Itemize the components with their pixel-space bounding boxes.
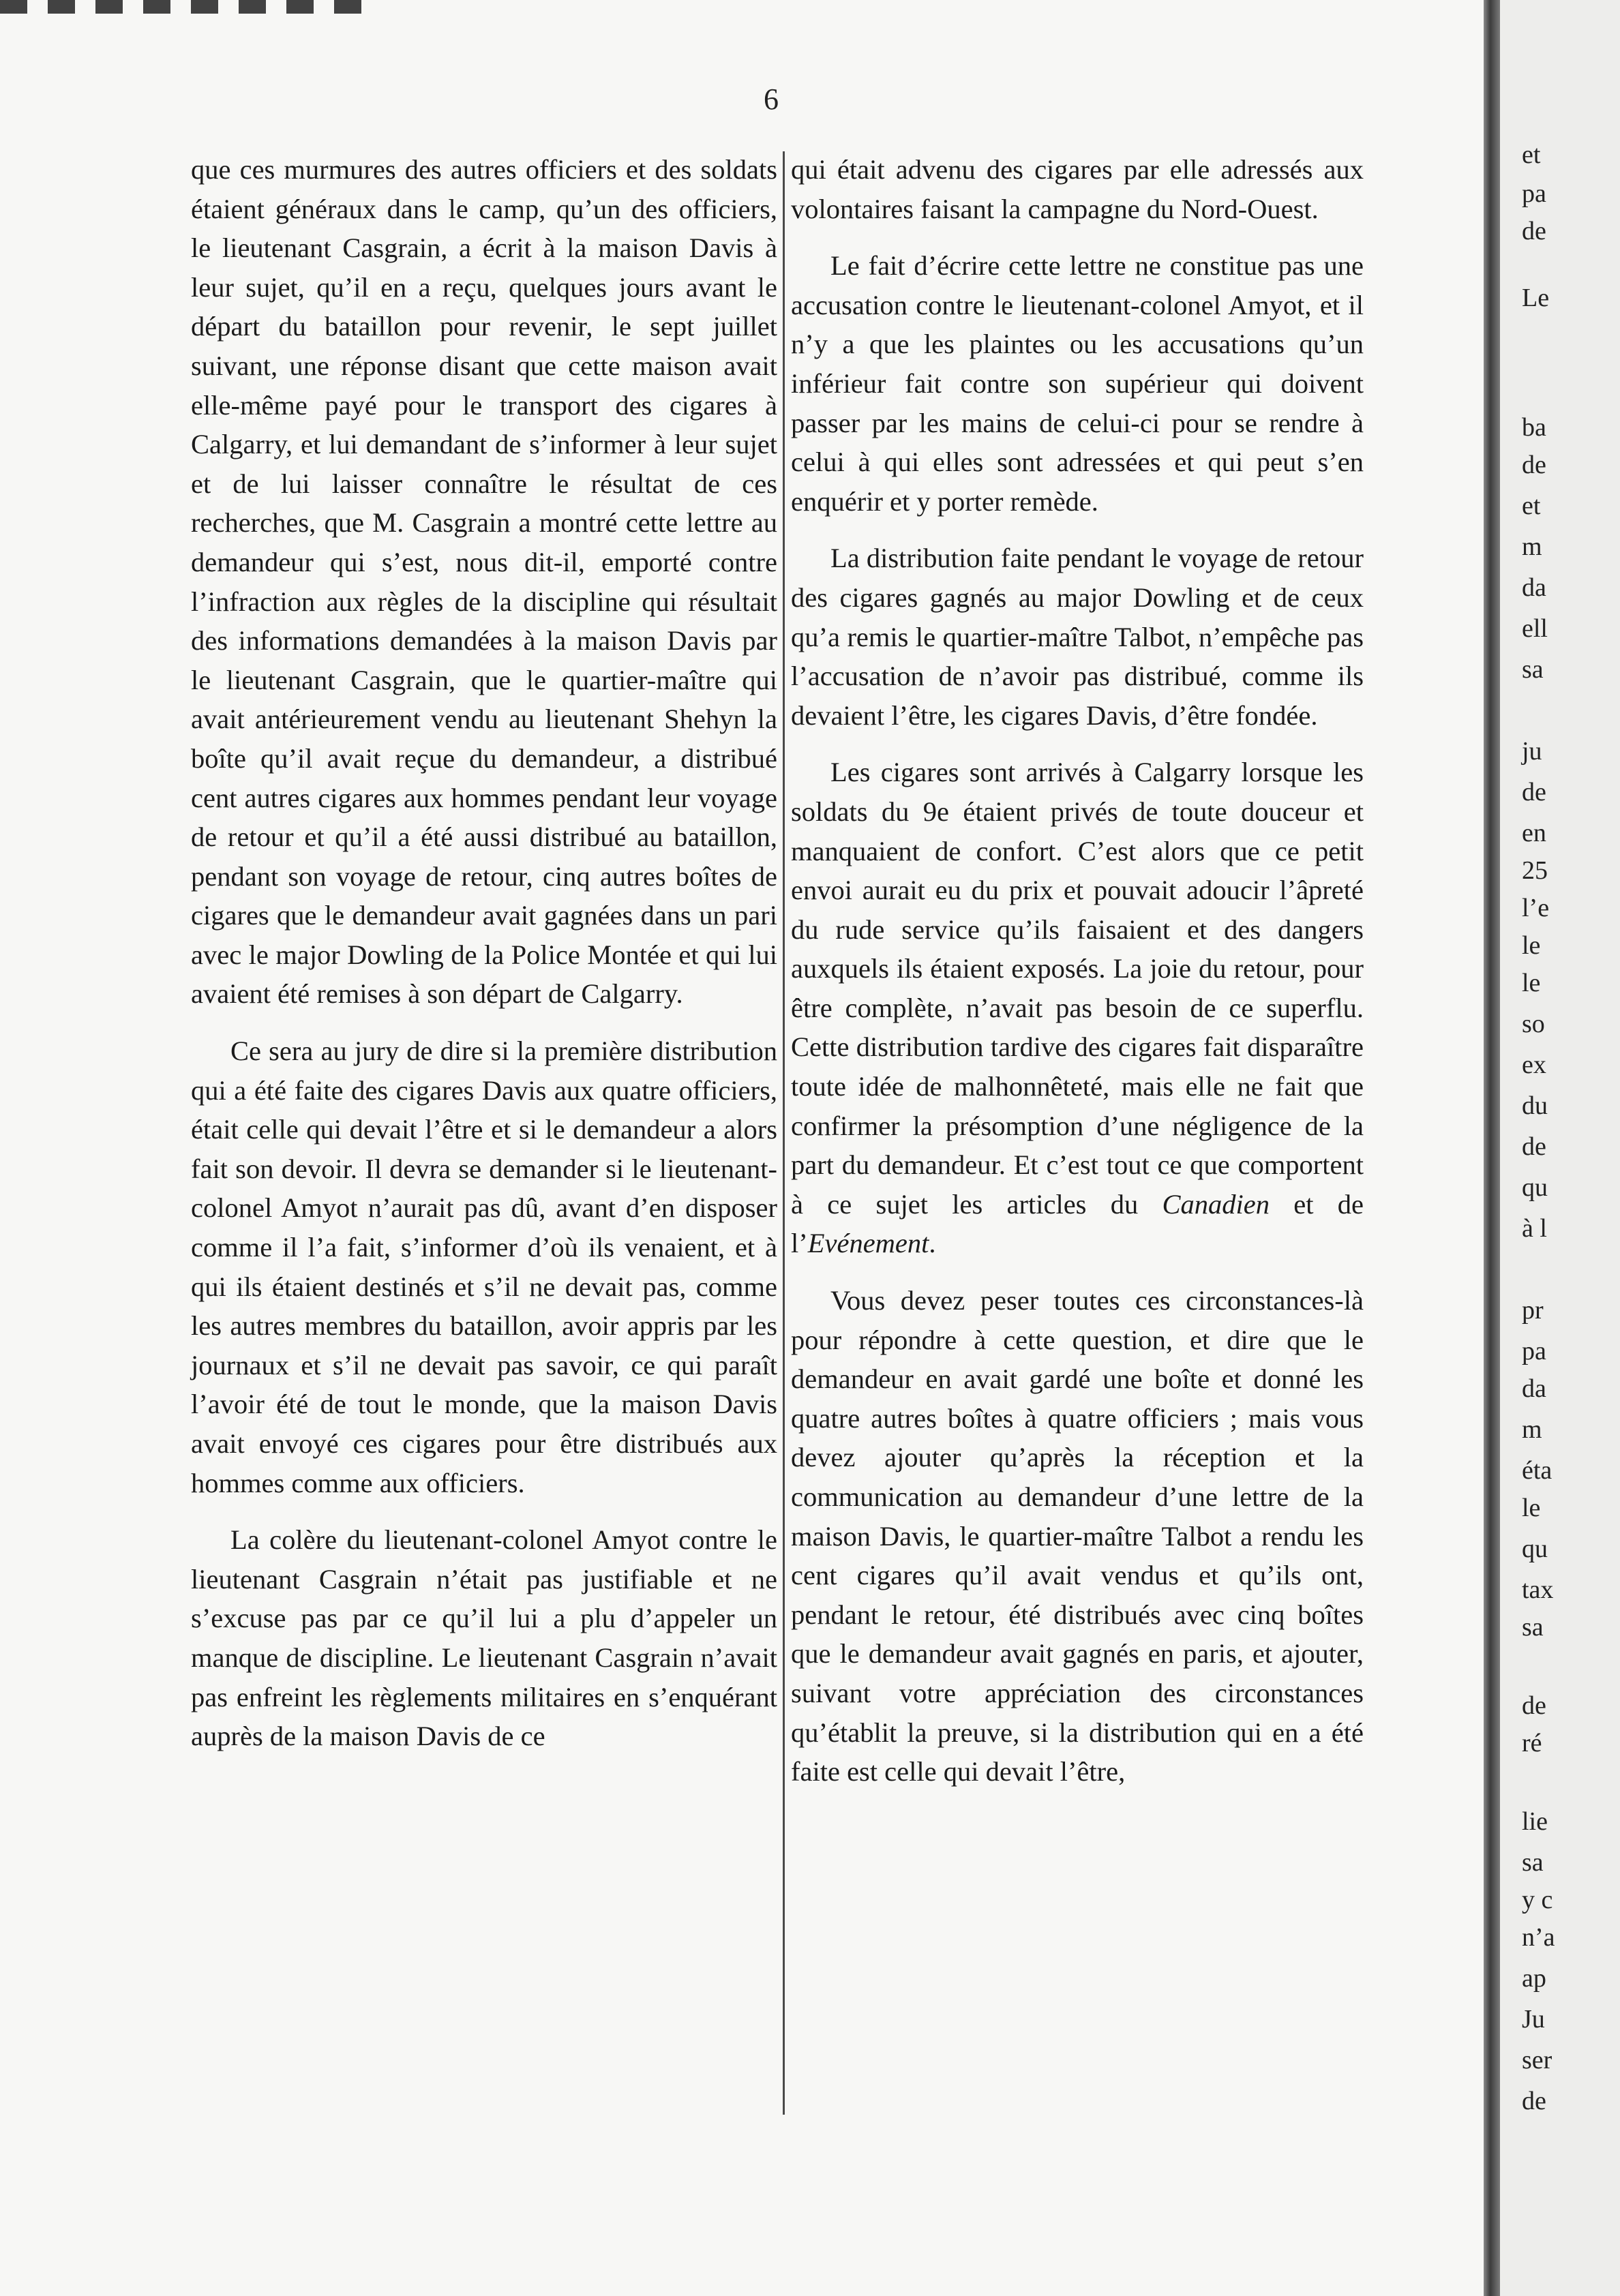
next-page-fragment-text: le <box>1522 969 1541 997</box>
next-page-fragment-text: sa <box>1522 1613 1544 1642</box>
right-paragraph-2: Le fait d’écrire cette lettre ne constitue pas une accusation contre le lieutenant-colonel Amyot, et il n’y a que les plaintes ou les accusations qu’un inférieur fait contre son supérieur qui doivent passer par les mains de celui-ci pour se rendre à celui à qui elles sont adressées et qui peut s’en enquérir et y porter remède. <box>791 250 1364 517</box>
right-text-column <box>791 150 1364 1792</box>
next-page-fragment-text: l’e <box>1522 894 1550 922</box>
next-page-fragment-text: ex <box>1522 1051 1546 1079</box>
next-page-fragment-text: de <box>1522 217 1546 245</box>
next-page-fragment-text: ap <box>1522 1964 1546 1993</box>
next-page-fragment-text: qu <box>1522 1173 1548 1202</box>
next-page-fragment-text: m <box>1522 532 1542 561</box>
next-page-fragment-text: à l <box>1522 1214 1547 1243</box>
next-page-fragment <box>1500 0 1620 2296</box>
left-text-column <box>191 150 777 1756</box>
next-page-fragment-text: du <box>1522 1091 1548 1120</box>
next-page-fragment-text: Le <box>1522 284 1550 312</box>
next-page-fragment-text: de <box>1522 778 1546 806</box>
next-page-fragment-text: n’a <box>1522 1923 1555 1952</box>
right-paragraph-4 <box>791 753 1364 1263</box>
next-page-fragment-text: 25 <box>1522 856 1548 885</box>
next-page-fragment-text: qu <box>1522 1535 1548 1563</box>
next-page-fragment-text: ser <box>1522 2046 1552 2074</box>
right-paragraph-4-end: . <box>929 1228 936 1259</box>
next-page-fragment-text: de <box>1522 1691 1546 1720</box>
next-page-fragment-text: ell <box>1522 614 1548 643</box>
next-page-fragment-text: lie <box>1522 1807 1548 1836</box>
newspaper-title-evenement: Evénement <box>807 1228 929 1259</box>
next-page-fragment-text: éta <box>1522 1456 1552 1485</box>
next-page-fragment-text: ju <box>1522 737 1542 766</box>
page-gutter-shadow <box>1484 0 1500 2296</box>
left-paragraph-1: que ces murmures des autres officiers et des soldats étaient généraux dans le camp, qu’un des officiers, le lieutenant Casgrain, a écrit à la maison Davis à leur sujet, qu’il en a reçu, quelques jours avant le départ du bataillon pour revenir, le sept juillet suivant, une réponse disant que cette maison avait elle-même payé pour le transport des cigares à Calgarry, et lui demandant de s’informer à leur sujet et de lui laisser connaître le résultat de ces recherches, que M. Casgrain a montré cette lettre au demandeur qui s’est, nous dit-il, emporté contre l’infraction aux règles de la discipline qui résultait des informations demandées à la maison Davis par le lieutenant Casgrain, que le quartier-maître qui avait antérieurement vendu au lieutenant Shehyn la boîte qu’il avait reçue du demandeur, a distribué cent autres cigares aux hommes pendant leur voyage de retour et qu’il a été aussi distribué au bataillon, pendant son voyage de retour, cinq autres boîtes de cigares que le demandeur avait gagnées dans un pari avec le major Dowling de la Police Montée et qui lui avaient été remises à son départ de Calgarry. <box>191 154 777 1010</box>
next-page-fragment-text: pr <box>1522 1296 1544 1325</box>
next-page-fragment-text: de <box>1522 2087 1546 2115</box>
next-page-fragment-text: pa <box>1522 179 1546 208</box>
next-page-fragment-text: et <box>1522 140 1541 169</box>
next-page-fragment-text: so <box>1522 1010 1545 1038</box>
next-page-fragment-text: le <box>1522 931 1541 960</box>
right-paragraph-1: qui était advenu des cigares par elle adressés aux volontaires faisant la campagne du Nord-Ouest. <box>791 154 1364 224</box>
next-page-fragment-text: Ju <box>1522 2005 1545 2034</box>
next-page-fragment-text: y c <box>1522 1886 1553 1914</box>
next-page-fragment-text: ba <box>1522 413 1546 442</box>
column-divider <box>783 151 785 2115</box>
next-page-fragment-text: et <box>1522 492 1541 520</box>
left-paragraph-2: Ce sera au jury de dire si la première distribution qui a été faite des cigares Davis aux quatre officiers, était celle qui devait l’être et si le demandeur a alors fait son devoir. Il devra se demander si le lieutenant-colonel Amyot n’aurait pas dû, avant d’en disposer comme il l’a fait, s’informer d’où ils venaient, et à qui ils étaient destinés et s’il ne devait pas, comme les autres membres du bataillon, avoir appris par les journaux et s’il ne devait pas savoir, ce qui paraît l’avoir été de tout le monde, que la maison Davis avait envoyé ces cigares pour être distribués aux hommes comme aux officiers. <box>191 1036 777 1498</box>
next-page-fragment-text: m <box>1522 1415 1542 1444</box>
right-paragraph-3: La distribution faite pendant le voyage de retour des cigares gagnés au major Dowling et de ceux qu’a remis le quartier-maître Talbot, n’empêche pas l’accusation de n’avoir pas distribué, comme ils devaient l’être, les cigares Davis, d’être fondée. <box>791 543 1364 731</box>
top-ink-smudge <box>0 0 382 14</box>
next-page-fragment-text: sa <box>1522 655 1544 684</box>
newspaper-title-canadien: Canadien <box>1162 1188 1270 1220</box>
right-paragraph-4-text: Les cigares sont arrivés à Calgarry lorsque les soldats du 9e étaient privés de toute douceur et manquaient de confort. C’est alors que ce petit envoi aurait eu du prix et pouvait adoucir l’âpreté du rude service qu’ils faisaient et des dangers auxquels ils étaient exposés. La joie du retour, pour être complète, n’avait pas besoin de ce superflu. Cette distribution tardive des cigares fait disparaître toute idée de malhonnêteté, mais elle ne fait que confirmer la présomption d’une négligence de la part du demandeur. Et c’est tout ce que comportent à ce sujet les articles du <box>791 757 1364 1220</box>
next-page-fragment-text: ré <box>1522 1729 1542 1757</box>
left-paragraph-3: La colère du lieutenant-colonel Amyot contre le lieutenant Casgrain n’était pas justifiable et ne s’excuse pas par ce qu’il lui a plu d’appeler un manque de discipline. Le lieutenant Casgrain n’avait pas enfreint les règlements militaires en s’enquérant auprès de la maison Davis de ce <box>191 1524 777 1752</box>
next-page-fragment-text: sa <box>1522 1848 1544 1877</box>
right-paragraph-4-connector: et de l’ <box>791 1188 1364 1259</box>
next-page-fragment-text: le <box>1522 1494 1541 1522</box>
next-page-fragment-text: da <box>1522 573 1546 602</box>
next-page-fragment-text: tax <box>1522 1575 1554 1604</box>
next-page-fragment-text: da <box>1522 1374 1546 1403</box>
right-paragraph-5: Vous devez peser toutes ces circonstances-là pour répondre à cette question, et dire que le demandeur en avait gardé une boîte et donné les quatre autres boîtes à quatre officiers ; mais vous devez ajouter qu’après la réception et la communication au demandeur d’une lettre de la maison Davis, le quartier-maître Talbot a rendu les cent cigares qu’il avait vendus et qu’ils ont, pendant le retour, été distribués avec cinq boîtes que le demandeur avait gagnés en paris, et ajouter, suivant votre appréciation des circonstances qu’établit la preuve, si la distribution qui en a été faite est celle qui devait l’être, <box>791 1285 1364 1787</box>
next-page-fragment-text: de <box>1522 451 1546 479</box>
next-page-fragment-text: en <box>1522 819 1546 847</box>
next-page-fragment-text: pa <box>1522 1337 1546 1365</box>
page-number: 6 <box>764 82 779 116</box>
next-page-fragment-text: de <box>1522 1132 1546 1161</box>
